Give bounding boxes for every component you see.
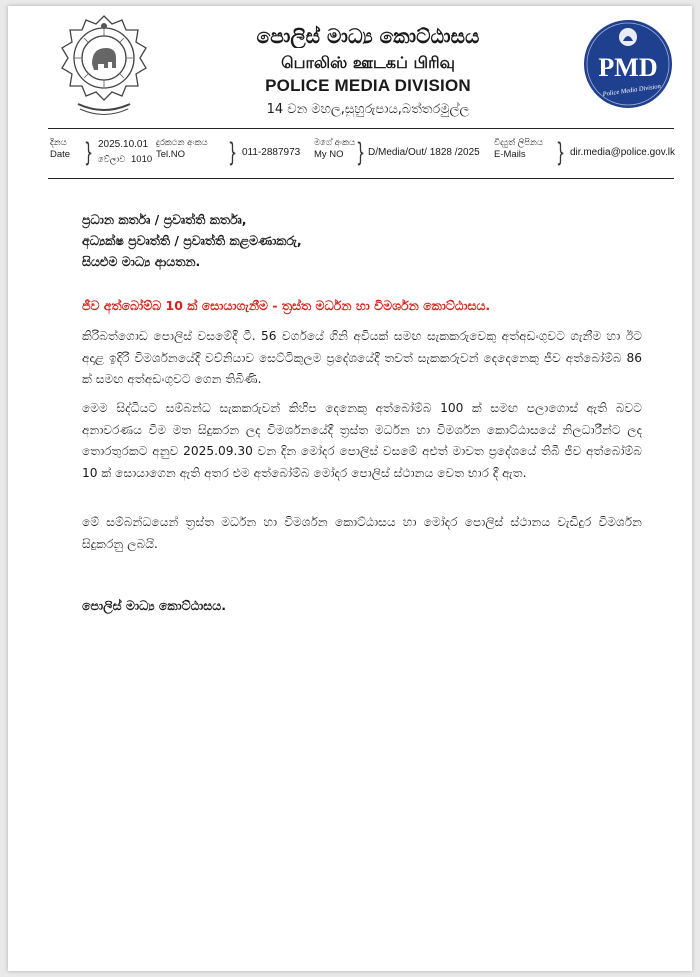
pmd-logo-text: PMD [598,53,658,82]
email-value: dir.media@police.gov.lk [570,147,676,158]
email-brace: } [556,138,566,168]
tel-label: දුරකථන අංකය Tel.NO [156,138,208,160]
body-paragraph: මේ සම්බන්ධයෙන් ත්‍රස්ත මර්ධන හා විමර්ශන කොට්ඨාසය හා මෝදර පොලිස් ස්ථානය වැඩිදුර විමර්ශන සිදුකරනු ලබයි. [82,515,642,551]
email-label: විද්‍යුත් ලිපිනය E-Mails [494,138,543,160]
addressee-line: අධ්‍යක්ෂ ප්‍රවෘත්ති / ප්‍රවෘත්ති කළමණාකරු, [82,233,302,248]
header-title-tamil: பொலிஸ் ஊடகப் பிரிவு [281,53,455,72]
header-title-sinhala: පොලිස් මාධ්‍ය කොට්ඨාසය [256,24,480,48]
pmd-logo [582,18,674,110]
press-release-page [8,6,692,971]
date-label: දිනය Date [50,138,71,160]
addressee-line: ප්‍රධාන කර්තෘ / ප්‍රවෘත්ති කර්තෘ, [82,212,247,227]
header-title-english: POLICE MEDIA DIVISION [265,76,471,95]
body-paragraph: කිරිබත්ගොඩ පොලිස් වසමේදී ටී. 56 වර්ගයේ ගිනි අවියක් සමඟ සැකකරුවෙකු අත්අඩංගුවට ගැනීම හා ඊට අදාළ ඉදිරි විමර්ශනයේදී වව්නියාව සෙට්ටිකුලම ප්‍රදේශයේදී තවත් සැකකරුවන් දෙදෙනෙකු ජීව අත්බෝම්බ 86 ක් සමඟ අත්අඩංගුවට ගෙන තිබිණි. [82,329,642,386]
date-brace: } [84,138,94,168]
myno-label: මගේ අංකය My NO [314,138,356,160]
myno-brace: } [356,138,366,168]
subject-line: ජීව අත්බෝම්බ 10 ක් සොයාගැනීම - ත්‍රස්ත මර්ධන හා විමර්ශන කොට්ඨාසය. [82,298,491,313]
pmd-logo-subtext: Police Media Division [602,82,662,99]
addressee-line: සියළුම මාධ්‍ය ආයතන. [82,254,201,269]
tel-value: 011-2887973 [242,147,301,158]
tel-brace: } [228,138,238,168]
meta-divider-bottom [48,178,674,179]
body-paragraph: මෙම සිද්ධියට සම්බන්ධ සැකකරුවන් කිහිප දෙනෙකු අත්බෝම්බ 100 ක් සමඟ පලාගොස් ඇති බවට අනාවරණය වීම මත සිදුකරන ලද විමර්ශනයේදී ත්‍රස්ත මර්ධන හා විමර්ශන කොට්ඨාසයේ නිලධාරීන්ට ලද තොරතුරකට අනුව 2025.09.30 වන දින මෝදර පොලිස් වසමේ අළුත් මාවත ප්‍රදේශයේ තිබී ජීව අත්බෝම්බ 10 ක් සොයාගෙන ඇති අතර එම අත්බෝම්බ මෝදර පොලිස් ස්ථානය වෙත භාර දී ඇත. [82,401,642,480]
meta-divider-top [48,128,674,129]
time-label: වේලාව 1010 [98,154,153,165]
header-address: 14 වන මහල,සුහුරුපාය,බත්තරමුල්ල [266,102,470,117]
myno-value: D/Media/Out/ 1828 /2025 [368,147,480,158]
signature-line: පොලිස් මාධ්‍ය කොට්ඨාසය. [82,598,226,613]
police-crest-logo [56,12,152,120]
date-value: 2025.10.01 [98,139,149,150]
